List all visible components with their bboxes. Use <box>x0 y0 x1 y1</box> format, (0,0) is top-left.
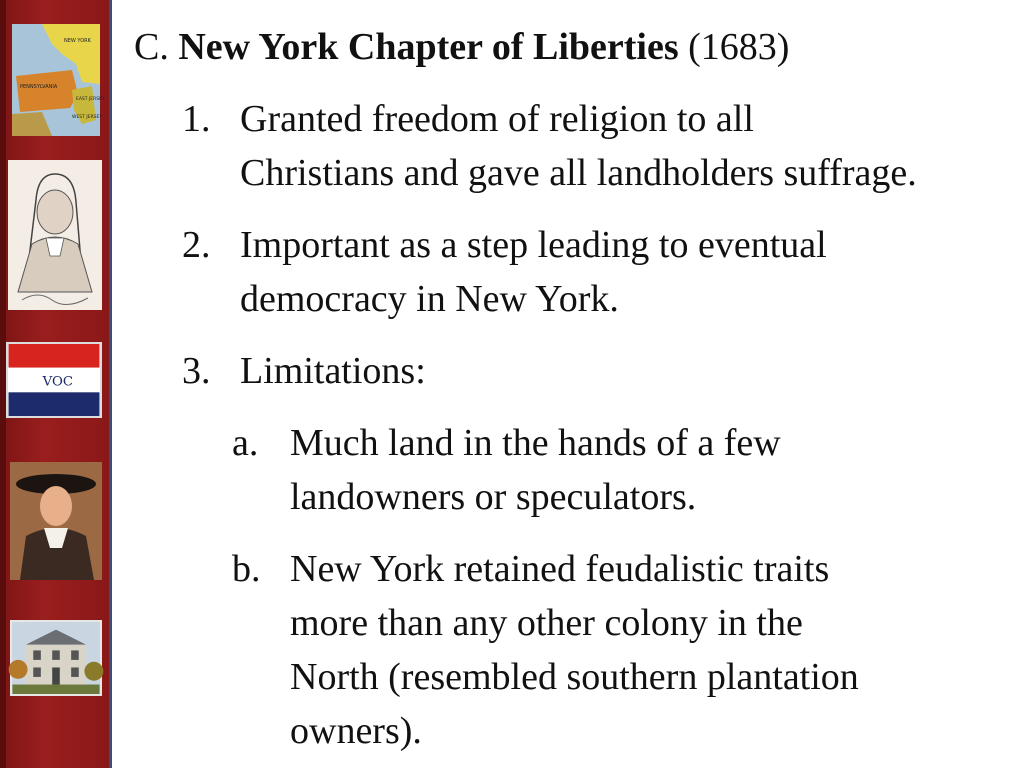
map-label-new-york: NEW YORK <box>64 38 91 44</box>
subitem-b-letter: b. <box>232 548 261 590</box>
subitem-a-line-1: Much land in the hands of a few <box>290 422 781 464</box>
heading-title: New York Chapter of Liberties <box>178 26 679 68</box>
item-2-line-1: Important as a step leading to eventual <box>240 224 827 266</box>
item-2-number: 2. <box>182 224 211 266</box>
svg-text:VOC: VOC <box>42 374 73 390</box>
map-label-west-jersey: WEST JERSEY <box>72 115 103 120</box>
map-label-east-jersey: EAST JERSEY <box>76 97 105 102</box>
subitem-b-line-2: more than any other colony in the <box>290 602 803 644</box>
item-1-line-2: Christians and gave all landholders suffrage. <box>240 152 917 194</box>
map-label-pennsylvania: PENNSYLVANIA <box>20 84 58 90</box>
item-1-line-1: Granted freedom of religion to all <box>240 98 754 140</box>
item-2-line-2: democracy in New York. <box>240 278 619 320</box>
subitem-b-line-3: North (resembled southern plantation <box>290 656 859 698</box>
subitem-b-line-4: owners). <box>290 710 422 752</box>
item-3-line-1: Limitations: <box>240 350 426 392</box>
item-3-number: 3. <box>182 350 211 392</box>
heading-year: (1683) <box>688 26 790 68</box>
slide-heading <box>134 20 789 74</box>
subitem-a-line-2: landowners or speculators. <box>290 476 697 518</box>
subitem-a-letter: a. <box>232 422 259 464</box>
subitem-b-line-1: New York retained feudalistic traits <box>290 548 830 590</box>
heading-letter: C. <box>134 26 169 68</box>
item-1-number: 1. <box>182 98 211 140</box>
